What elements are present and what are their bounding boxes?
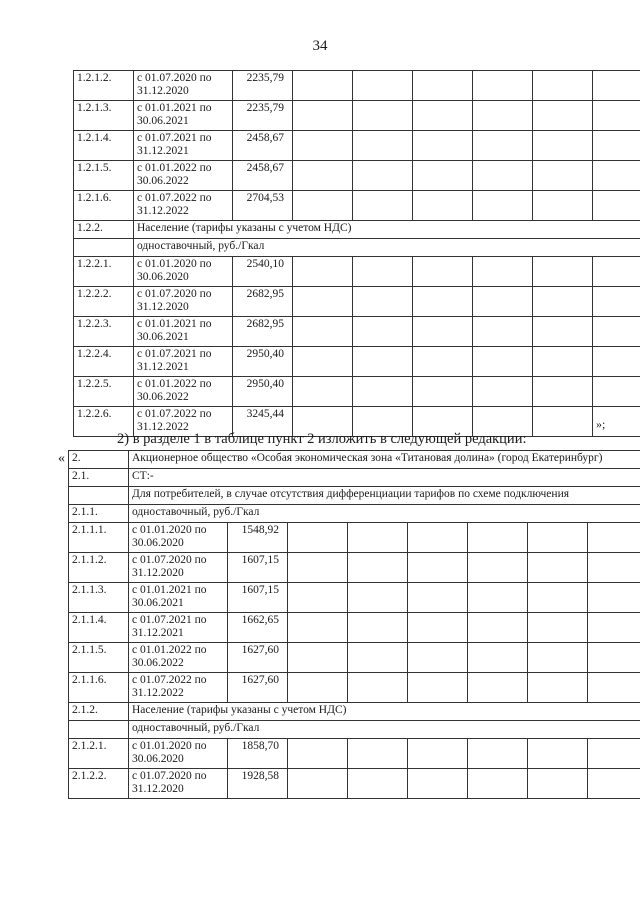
empty-cell [413,161,473,191]
row-number: 2.1.2.1. [69,739,129,769]
empty-cell [473,101,533,131]
page-number: 34 [312,38,328,54]
row-number: 2.1. [69,469,129,487]
empty-cell [288,769,348,799]
row-number: 1.2.1.4. [74,131,134,161]
row-number: 2.1.1.1. [69,523,129,553]
empty-cell [348,553,408,583]
org-row [69,451,640,469]
empty-cell [528,643,588,673]
empty-cell [528,583,588,613]
empty-cell [593,317,640,347]
tariff-table-1 [73,70,640,437]
table-row [69,739,640,769]
empty-cell [528,739,588,769]
section-row [69,703,640,721]
row-value: 1607,15 [228,583,288,613]
row-period: с 01.07.2020 по 31.12.2020 [134,287,233,317]
empty-cell [593,287,640,317]
empty-cell [293,377,353,407]
row-value: 2540,10 [233,257,293,287]
row-number: 2.1.1.6. [69,673,129,703]
tariff-table-2 [68,450,640,799]
empty-cell [533,101,593,131]
row-period: с 01.07.2020 по 31.12.2020 [129,553,228,583]
empty-cell [408,613,468,643]
row-number: 2.1.2. [69,703,129,721]
row-value: 2235,79 [233,71,293,101]
table-row [74,257,640,287]
empty-cell [288,643,348,673]
row-period: с 01.07.2020 по 31.12.2020 [129,769,228,799]
row-value: 1627,60 [228,643,288,673]
empty-cell [293,287,353,317]
empty-cell [588,673,640,703]
empty-cell [593,347,640,377]
empty-cell [413,71,473,101]
empty-cell [533,71,593,101]
empty-cell [348,673,408,703]
empty-cell [413,287,473,317]
empty-cell [413,191,473,221]
row-text: Население (тарифы указаны с учетом НДС) [134,221,640,239]
row-text: одноставочный, руб./Гкал [129,721,640,739]
empty-cell [588,583,640,613]
empty-cell [593,161,640,191]
empty-cell [293,131,353,161]
table-row [69,643,640,673]
empty-cell [413,101,473,131]
empty-cell [473,131,533,161]
empty-cell [528,673,588,703]
empty-cell [533,191,593,221]
empty-cell [293,161,353,191]
table-row [69,553,640,583]
empty-cell [353,71,413,101]
empty-cell [348,643,408,673]
empty-cell [533,377,593,407]
row-value: 2682,95 [233,317,293,347]
row-number: 2.1.1.4. [69,613,129,643]
empty-cell [533,161,593,191]
row-period: с 01.07.2021 по 31.12.2021 [134,347,233,377]
empty-cell [593,101,640,131]
row-text: СТ:- [129,469,640,487]
section-row [74,221,640,239]
unit-row [69,505,640,523]
row-number: 1.2.2.4. [74,347,134,377]
empty-cell [593,257,640,287]
row-number: 1.2.2. [74,221,134,239]
row-number: 1.2.1.2. [74,71,134,101]
empty-cell [413,347,473,377]
row-number: 1.2.2.2. [74,287,134,317]
row-number: 2.1.1.3. [69,583,129,613]
row-period: с 01.01.2020 по 30.06.2020 [129,739,228,769]
table-row [74,347,640,377]
row-value: 1662,65 [228,613,288,643]
table-row [69,583,640,613]
empty-cell [473,71,533,101]
empty-cell [468,523,528,553]
row-value: 1548,92 [228,523,288,553]
row-text: Акционерное общество «Особая экономическая зона «Титановая долина» (город Екатеринбург) [129,451,640,469]
row-number [69,721,129,739]
empty-cell [288,553,348,583]
empty-cell [528,553,588,583]
empty-cell [533,317,593,347]
row-number [74,239,134,257]
empty-cell [353,131,413,161]
row-value: 2235,79 [233,101,293,131]
empty-cell [528,523,588,553]
empty-cell [288,673,348,703]
empty-cell [533,407,593,437]
empty-cell [293,347,353,377]
table-row [74,377,640,407]
table-row [69,769,640,799]
empty-cell [468,553,528,583]
empty-cell [588,553,640,583]
row-number: 2.1.1. [69,505,129,523]
empty-cell [468,739,528,769]
empty-cell [473,191,533,221]
row-period: с 01.01.2021 по 30.06.2021 [134,101,233,131]
row-number: 2.1.1.2. [69,553,129,583]
empty-cell [353,257,413,287]
consumers-row [69,487,640,505]
row-text: одноставочный, руб./Гкал [129,505,640,523]
empty-cell [588,523,640,553]
row-number: 1.2.1.3. [74,101,134,131]
row-number: 2.1.2.2. [69,769,129,799]
empty-cell [528,769,588,799]
row-value: 2950,40 [233,347,293,377]
empty-cell [593,191,640,221]
empty-cell [288,583,348,613]
empty-cell [413,377,473,407]
empty-cell [588,769,640,799]
empty-cell [353,347,413,377]
row-value: 1928,58 [228,769,288,799]
table-row [69,613,640,643]
table-row [69,523,640,553]
empty-cell [473,317,533,347]
empty-cell [348,523,408,553]
row-period: с 01.01.2020 по 30.06.2020 [129,523,228,553]
empty-cell [353,191,413,221]
empty-cell [473,347,533,377]
empty-cell [588,643,640,673]
empty-cell [413,317,473,347]
row-text: одноставочный, руб./Гкал [134,239,640,257]
empty-cell [473,287,533,317]
unit-row [69,721,640,739]
empty-cell [588,613,640,643]
empty-cell [293,191,353,221]
section-heading: 2) в разделе 1 в таблице пункт 2 изложить в следующей редакции: [117,431,527,447]
row-value: 1627,60 [228,673,288,703]
empty-cell [353,161,413,191]
empty-cell [533,257,593,287]
empty-cell [408,583,468,613]
empty-cell [408,523,468,553]
closing-quote: »; [596,417,606,431]
empty-cell [353,101,413,131]
empty-cell [348,613,408,643]
empty-cell [408,769,468,799]
row-period: с 01.07.2022 по 31.12.2022 [134,191,233,221]
empty-cell [533,287,593,317]
empty-cell [533,347,593,377]
row-value: 1607,15 [228,553,288,583]
empty-cell [473,377,533,407]
empty-cell [408,553,468,583]
row-value: 2704,53 [233,191,293,221]
table-row [74,71,640,101]
row-value: 2458,67 [233,161,293,191]
row-number: 1.2.1.6. [74,191,134,221]
empty-cell [468,673,528,703]
row-number [69,487,129,505]
row-period: с 01.01.2020 по 30.06.2020 [134,257,233,287]
row-period: с 01.01.2021 по 30.06.2021 [134,317,233,347]
unit-row [74,239,640,257]
table-row [74,317,640,347]
table-row [74,131,640,161]
row-period: с 01.07.2020 по 31.12.2020 [134,71,233,101]
empty-cell [468,769,528,799]
empty-cell [353,317,413,347]
table-row [74,191,640,221]
empty-cell [408,643,468,673]
empty-cell [293,257,353,287]
row-period: с 01.07.2022 по 31.12.2022 [134,407,233,437]
empty-cell [593,377,640,407]
row-period: с 01.01.2022 по 30.06.2022 [134,377,233,407]
empty-cell [473,161,533,191]
empty-cell [348,583,408,613]
empty-cell [353,377,413,407]
table-row [74,161,640,191]
row-value: 3245,44 [233,407,293,437]
empty-cell [353,287,413,317]
row-number: 2. [69,451,129,469]
empty-cell [288,739,348,769]
row-value: 2682,95 [233,287,293,317]
row-number: 1.2.2.1. [74,257,134,287]
row-value: 2950,40 [233,377,293,407]
row-period: с 01.07.2021 по 31.12.2021 [129,613,228,643]
empty-cell [348,739,408,769]
row-period: с 01.01.2021 по 30.06.2021 [129,583,228,613]
row-number: 2.1.1.5. [69,643,129,673]
row-text: Население (тарифы указаны с учетом НДС) [129,703,640,721]
row-number: 1.2.2.5. [74,377,134,407]
ct-row [69,469,640,487]
empty-cell [468,643,528,673]
empty-cell [348,769,408,799]
empty-cell [533,131,593,161]
empty-cell [408,739,468,769]
row-number: 1.2.1.5. [74,161,134,191]
row-number: 1.2.2.6. [74,407,134,437]
empty-cell [593,71,640,101]
row-text: Для потребителей, в случае отсутствия дифференциации тарифов по схеме подключения [129,487,640,505]
empty-cell [413,131,473,161]
empty-cell [288,523,348,553]
empty-cell [408,673,468,703]
row-value: 1858,70 [228,739,288,769]
empty-cell [588,739,640,769]
empty-cell [468,613,528,643]
row-period: с 01.01.2022 по 30.06.2022 [129,643,228,673]
empty-cell [288,613,348,643]
empty-cell [528,613,588,643]
row-period: с 01.07.2021 по 31.12.2021 [134,131,233,161]
empty-cell [293,317,353,347]
empty-cell [293,101,353,131]
opening-quote: « [58,451,65,466]
table-row [69,673,640,703]
empty-cell [593,131,640,161]
row-period: с 01.07.2022 по 31.12.2022 [129,673,228,703]
empty-cell [293,71,353,101]
row-period: с 01.01.2022 по 30.06.2022 [134,161,233,191]
table-row [74,101,640,131]
empty-cell [413,257,473,287]
table-row [74,287,640,317]
empty-cell [468,583,528,613]
row-number: 1.2.2.3. [74,317,134,347]
empty-cell [473,257,533,287]
row-value: 2458,67 [233,131,293,161]
